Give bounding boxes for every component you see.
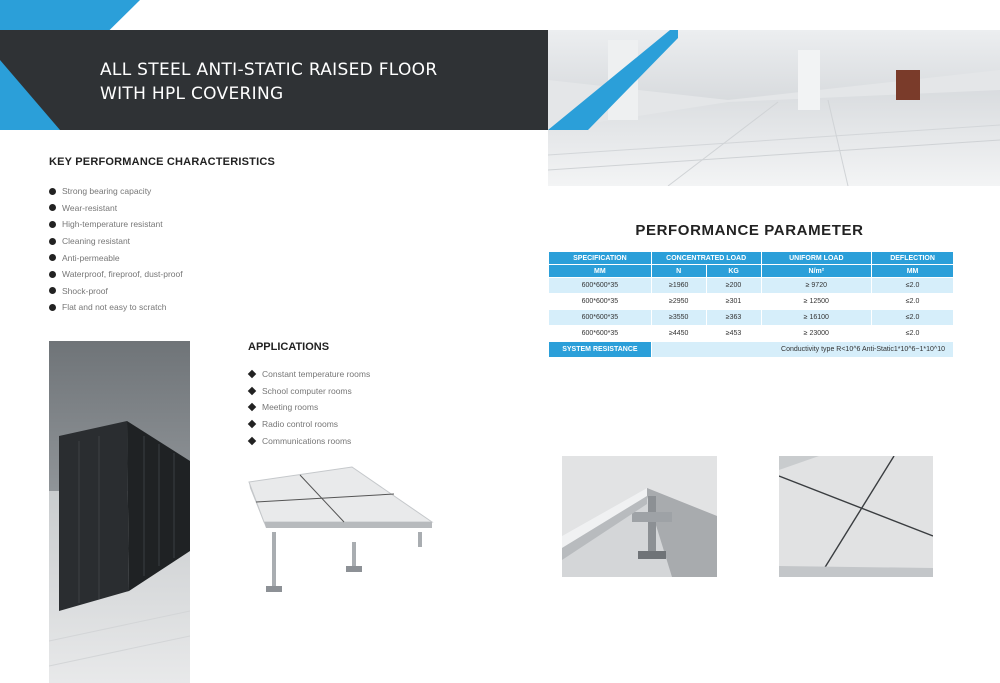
list-item: Strong bearing capacity [49,183,183,200]
bullet-icon [49,271,56,278]
table-row: 600*600*35 ≥3550 ≥363 ≥ 16100 ≤2.0 [549,310,954,326]
diamond-bullet-icon [248,387,256,395]
list-item: Cleaning resistant [49,233,183,250]
bullet-icon [49,304,56,311]
system-resistance-label: SYSTEM RESISTANCE [549,342,652,358]
title-line-1: ALL STEEL ANTI-STATIC RAISED FLOOR [100,60,438,80]
list-item: Anti-permeable [49,249,183,266]
unit-cell: N/m² [761,265,872,278]
header-cell: DEFLECTION [872,252,954,265]
list-item: Shock-proof [49,283,183,300]
list-item: Constant temperature rooms [248,366,370,383]
panel-surface-detail-photo [779,456,933,577]
table-row: 600*600*35 ≥4450 ≥453 ≥ 23000 ≤2.0 [549,326,954,342]
bullet-icon [49,188,56,195]
unit-cell: N [651,265,706,278]
performance-parameter-title: PERFORMANCE PARAMETER [635,222,864,239]
header-cell: SPECIFICATION [549,252,652,265]
diamond-bullet-icon [248,403,256,411]
key-performance-list [49,183,183,316]
key-performance-heading: KEY PERFORMANCE CHARACTERISTICS [49,156,276,168]
applications-heading: APPLICATIONS [248,341,330,353]
list-item: High-temperature resistant [49,216,183,233]
header-cell: CONCENTRATED LOAD [651,252,761,265]
diamond-bullet-icon [248,420,256,428]
list-item: Waterproof, fireproof, dust-proof [49,266,183,283]
table-header-row [549,252,954,265]
list-item: Communications rooms [248,432,370,449]
unit-cell: KG [706,265,761,278]
list-item: Meeting rooms [248,399,370,416]
pedestal-detail-photo [562,456,717,577]
data-center-photo [49,341,190,683]
performance-table [548,251,954,358]
title-line-2: WITH HPL COVERING [100,84,284,104]
list-item: Wear-resistant [49,200,183,217]
table-row: 600*600*35 ≥1960 ≥200 ≥ 9720 ≤2.0 [549,278,954,294]
bullet-icon [49,287,56,294]
banner-accent-shape [548,30,678,130]
header-cell: UNIFORM LOAD [761,252,872,265]
floor-panel-illustration [244,462,434,602]
applications-list [248,366,370,449]
list-item: Flat and not easy to scratch [49,299,183,316]
diamond-bullet-icon [248,436,256,444]
unit-cell: MM [549,265,652,278]
unit-cell: MM [872,265,954,278]
diamond-bullet-icon [248,370,256,378]
list-item: School computer rooms [248,383,370,400]
bullet-icon [49,238,56,245]
list-item: Radio control rooms [248,416,370,433]
page-title [100,58,437,106]
bullet-icon [49,254,56,261]
system-resistance-row [549,342,954,358]
table-row: 600*600*35 ≥2950 ≥301 ≥ 12500 ≤2.0 [549,294,954,310]
bullet-icon [49,221,56,228]
table-unit-row [549,265,954,278]
system-resistance-value: Conductivity type R<10^6 Anti-Static1*10^6~1*10^10 [651,342,953,358]
bullet-icon [49,204,56,211]
